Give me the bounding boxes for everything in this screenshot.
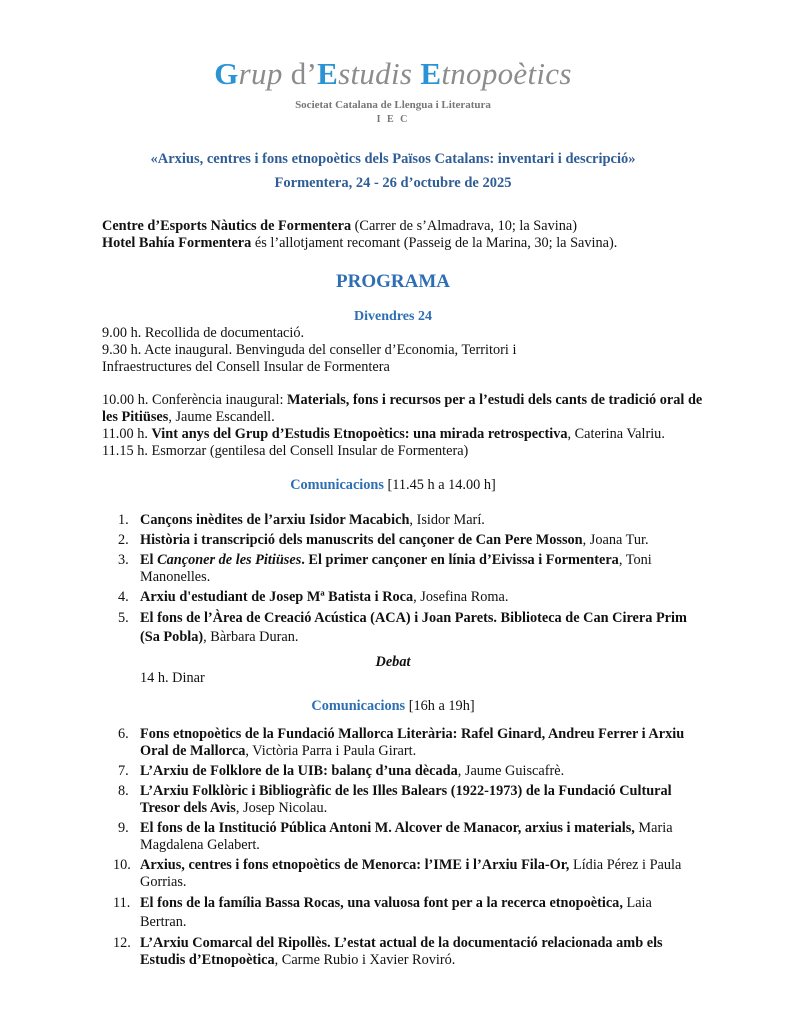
item-number: 10. — [113, 857, 131, 873]
speaker: , Victòria Parra i Paula Girart. — [245, 743, 417, 759]
list-item — [102, 894, 692, 932]
schedule-line: 11.15 h. Esmorzar (gentilesa del Consell Insular de Formentera) — [102, 443, 469, 459]
schedule-line — [102, 426, 702, 443]
speaker: , Caterina Valriu. — [567, 426, 665, 442]
schedule-line — [102, 409, 702, 426]
item-number: 1. — [118, 512, 129, 528]
hotel-name: Hotel Bahía Formentera — [102, 235, 252, 251]
logo-text: tnopoètics — [441, 56, 572, 91]
group-logo — [0, 56, 786, 92]
item-number: 6. — [118, 726, 129, 742]
list-item — [102, 783, 692, 817]
session-heading — [0, 477, 786, 494]
session-time: [16h a 19h] — [405, 698, 475, 714]
item-number: 12. — [113, 935, 131, 951]
logo-text: rup — [238, 56, 291, 91]
society-name: Societat Catalana de Llengua i Literatura — [295, 99, 491, 111]
lecture-title: Vint anys del Grup d’Estudis Etnopoètics: una mirada retrospectiva — [151, 426, 568, 442]
schedule-line: Infraestructures del Consell Insular de Formentera — [102, 359, 390, 375]
list-item — [102, 857, 692, 891]
institute-name: I E C — [376, 114, 410, 125]
list-item — [102, 532, 692, 549]
item-number: 5. — [118, 610, 129, 626]
talk-title: El fons de la Institució Pública Antoni M. Alcover de Manacor, arxius i materials, — [140, 820, 635, 836]
item-number: 7. — [118, 763, 129, 779]
talk-title: El fons de l’Àrea de Creació Acústica (ACA) i Joan Parets. Biblioteca de Can Cirera Prim (Sa Pobla) — [140, 610, 687, 645]
talk-title: L’Arxiu Comarcal del Ripollès. L’estat actual de la documentació relacionada amb els Estudis d’Etnopoètica — [140, 935, 663, 968]
speaker: , Carme Rubio i Xavier Roviró. — [274, 952, 456, 968]
communications-list — [102, 512, 692, 650]
lecture-title: Materials, fons i recursos per a l’estudi dels cants de tradició oral de — [287, 392, 703, 408]
logo-initial-e: E — [420, 56, 442, 91]
session-label: Comunicacions — [290, 477, 384, 493]
session-heading — [0, 698, 786, 715]
hotel-line — [102, 235, 617, 252]
speaker: , Toni Manonelles. — [140, 552, 652, 585]
list-item — [102, 935, 692, 969]
logo-text: d’ — [290, 56, 318, 91]
schedule-line — [102, 392, 702, 409]
talk-title: . El primer cançoner en línia d’Eivissa i Formentera — [301, 552, 619, 568]
item-number: 9. — [118, 820, 129, 836]
lecture-title: les Pitiüses — [102, 409, 169, 425]
list-item — [102, 552, 692, 586]
speaker: , Josep Nicolau. — [235, 800, 328, 816]
schedule-time: 11.00 h. — [102, 426, 152, 442]
schedule-time: 10.00 h. Conferència inaugural: — [102, 392, 288, 408]
list-item — [102, 609, 692, 647]
venue-address: (Carrer de s’Almadrava, 10; la Savina) — [351, 218, 577, 234]
logo-initial-e: E — [317, 56, 339, 91]
item-number: 11. — [113, 895, 131, 911]
schedule-line: 9.00 h. Recollida de documentació. — [102, 325, 305, 341]
speaker: , Joana Tur. — [582, 532, 649, 548]
talk-title: Fons etnopoètics de la Fundació Mallorca Literària: Rafel Ginard, Andreu Ferrer i Arxiu Oral de Mallorca — [140, 726, 685, 759]
hotel-address: és l’allotjament recomant (Passeig de la Marina, 30; la Savina). — [251, 235, 618, 251]
schedule-block — [102, 325, 702, 376]
speaker: Maria Magdalena Gelabert. — [140, 820, 673, 853]
event-title: «Arxius, centres i fons etnopoètics dels Països Catalans: inventari i descripció» — [150, 151, 636, 167]
speaker: Lídia Pérez i Paula Gorrias. — [140, 857, 682, 890]
list-item — [102, 820, 692, 854]
speaker: , Jaume Guiscafrè. — [457, 763, 565, 779]
schedule-line: 9.30 h. Acte inaugural. Benvinguda del conseller d’Economia, Territori i — [102, 342, 517, 358]
list-item — [102, 512, 692, 529]
talk-title: Història i transcripció dels manuscrits del cançoner de Can Pere Mosson — [140, 532, 583, 548]
logo-initial-g: G — [214, 56, 239, 91]
talk-title: L’Arxiu Folklòric i Bibliogràfic de les Illes Balears (1922-1973) de la Fundació Cultural Tresor dels Avis — [140, 783, 672, 816]
item-number: 3. — [118, 552, 129, 568]
talk-title: L’Arxiu de Folklore de la UIB: balanç d’una dècada — [140, 763, 458, 779]
speaker: Laia Bertran. — [140, 895, 652, 930]
speaker: , Bàrbara Duran. — [203, 629, 299, 645]
talk-title: El — [140, 552, 158, 568]
speaker: , Josefina Roma. — [413, 589, 509, 605]
day-heading: Divendres 24 — [354, 309, 432, 324]
list-item — [102, 726, 692, 760]
schedule-block — [102, 392, 702, 460]
session-label: Comunicacions — [311, 698, 406, 714]
speaker: , Jaume Escandell. — [168, 409, 275, 425]
debate-label: Debat — [375, 654, 411, 670]
talk-title: El fons de la família Bassa Rocas, una valuosa font per a la recerca etnopoètica, — [140, 895, 623, 911]
item-number: 8. — [118, 783, 129, 799]
session-time: [11.45 h a 14.00 h] — [383, 477, 496, 493]
lunch-line: 14 h. Dinar — [140, 670, 205, 686]
speaker: , Isidor Marí. — [409, 512, 485, 528]
communications-list — [102, 726, 692, 972]
venue-line — [102, 218, 617, 235]
item-number: 2. — [118, 532, 129, 548]
talk-title: Arxiu d'estudiant de Josep Mª Batista i Roca — [140, 589, 414, 605]
item-number: 4. — [118, 589, 129, 605]
talk-title: Arxius, centres i fons etnopoètics de Menorca: l’IME i l’Arxiu Fila-Or, — [140, 857, 570, 873]
event-place-date: Formentera, 24 - 26 d’octubre de 2025 — [274, 175, 512, 191]
book-title: Cançoner de les Pitiüses — [157, 552, 302, 568]
list-item — [102, 763, 692, 780]
logo-text: studis — [338, 56, 421, 91]
venue-name: Centre d’Esports Nàutics de Formentera — [102, 218, 352, 234]
talk-title: Cançons inèdites de l’arxiu Isidor Macabich — [140, 512, 410, 528]
venue-info — [102, 218, 617, 252]
list-item — [102, 589, 692, 606]
program-heading: PROGRAMA — [336, 271, 450, 292]
